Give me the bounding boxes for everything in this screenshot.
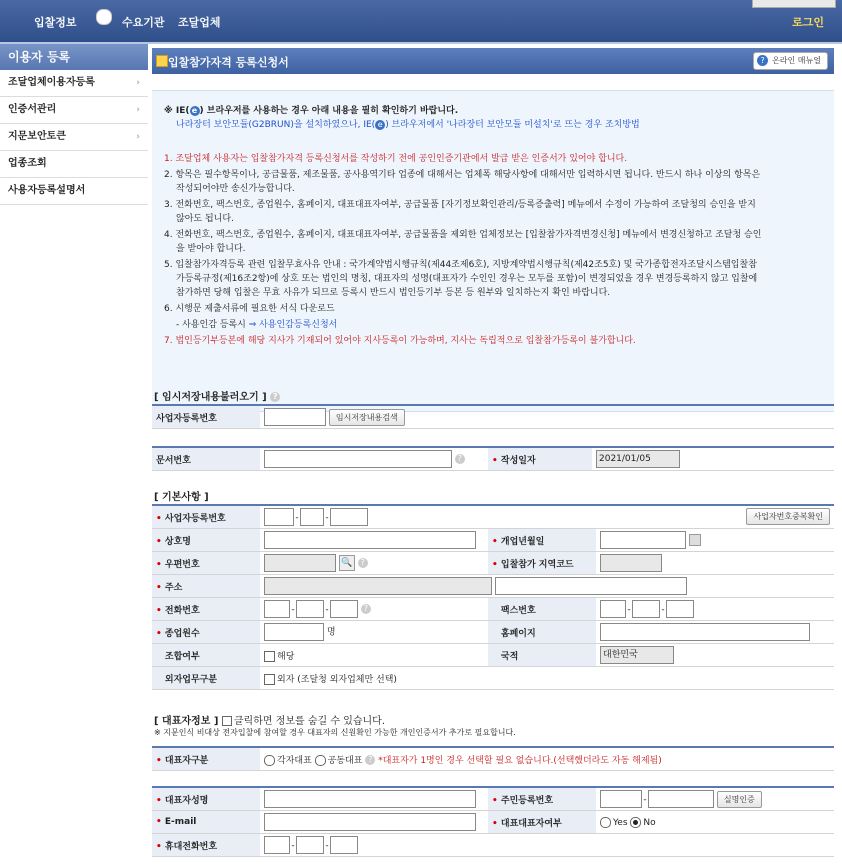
basic-info-table: • 사업자등록번호 - - 사업자번호중복확인 • 상호명 • 개업년월일 • 우편번호 🔍 ? • 입찰참가 지역코드 • 주소 • 전화번호 - - ? 팩스번호 - - • 종업원수 명 홈페이지 조합여부 해당 국적 대한민국 외자업무구분 외자 (조달청 외자업체만 선택) [152, 504, 834, 690]
tel-input-3[interactable] [330, 600, 358, 618]
search-icon[interactable]: 🔍 [339, 555, 355, 571]
employees-label: 종업원수 [164, 628, 200, 639]
employees-unit: 명 [326, 627, 336, 638]
nav-supplier[interactable]: 조달업체 [178, 16, 221, 29]
notice-line-2a: 2. 항목은 필수항목이나, 공급물품, 제조물품, 공사용역기타 업종에 대해서는 업체폭 해당사항에 대해서만 입력하시면 됩니다. 반드시 하나 이상의 항목은 [164, 170, 761, 180]
mobile-label: 휴대전화번호 [164, 841, 218, 852]
main-rep-no-radio[interactable] [630, 817, 641, 828]
temp-search-button[interactable]: 임시저장내용검색 [329, 409, 405, 426]
open-date-input[interactable] [600, 531, 686, 549]
notice-line-2b: 작성되어야만 송신가능합니다. [176, 184, 295, 194]
fax-input-2[interactable] [632, 600, 660, 618]
bizno-input-3[interactable] [330, 508, 368, 526]
resid-input-1[interactable] [600, 790, 642, 808]
employees-input[interactable] [264, 623, 324, 641]
notice-line-6: 6. 시행문 제출서류에 필요한 서식 다운로드 [164, 304, 335, 314]
union-checkbox[interactable] [264, 651, 275, 662]
calendar-icon[interactable] [689, 534, 701, 546]
union-label: 조합여부 [164, 651, 200, 662]
nav-agency[interactable]: 수요기관 [122, 16, 165, 29]
zip-input [264, 554, 336, 572]
company-name-input[interactable] [264, 531, 476, 549]
homepage-input[interactable] [600, 623, 810, 641]
rep-type-label: 대표자구분 [164, 755, 209, 766]
basic-section-title: [ 기본사항 ] [154, 492, 209, 503]
sidebar-item-cert-manage[interactable]: 인증서관리 › [0, 97, 148, 124]
date-label: 작성일자 [500, 455, 536, 466]
rep-info-table: • 대표자성명 • 주민등록번호 - 실명인증 • E-mail • 대표대표자여부 Yes No • 휴대전화번호 - - [152, 786, 834, 857]
tel-input-2[interactable] [296, 600, 324, 618]
tel-label: 전화번호 [164, 605, 200, 616]
mobile-input-3[interactable] [330, 836, 358, 854]
notice-line-6b: - 사용인감 등록시 ⇒ 사용인감등록신청서 [176, 320, 338, 330]
rep-section-title: [ 대표자정보 ] 클릭하면 정보를 숨길 수 있습니다. [154, 716, 386, 727]
notice-line-5c: 참가하면 당해 입찰은 무효 사유가 되므로 등록시 반드시 법인등기부 등본 등 원부와 일치하는지 확인 바랍니다. [176, 288, 611, 298]
seal-form-link[interactable]: ⇒ 사용인감등록신청서 [248, 320, 338, 330]
help-icon[interactable]: ? [270, 392, 280, 402]
help-icon[interactable]: ? [365, 755, 375, 765]
bizno-input-2[interactable] [300, 508, 324, 526]
ie-fix-link[interactable]: 나라장터 보안모듈(G2BRUN)을 설치하였으나, IE( e ) 브라우저에서 '나라장터 보안모듈 미설치'로 뜨는 경우 조치방법 [176, 119, 640, 130]
fax-input-3[interactable] [666, 600, 694, 618]
temp-load-table [152, 404, 834, 429]
help-icon[interactable]: ? [358, 558, 368, 568]
sidebar-title: 이용자 등록 [0, 44, 148, 70]
main-rep-label: 대표대표자여부 [500, 818, 562, 829]
notice-line-3b: 않아도 됩니다. [176, 214, 234, 224]
sidebar-item-fingerprint-token[interactable]: 지문보안토큰 › [0, 124, 148, 151]
doc-info-table: 문서번호 ? • 작성일자 2021/01/05 [152, 446, 834, 471]
homepage-label: 홈페이지 [500, 628, 536, 639]
notice-line-1: 1. 조달업체 사용자는 입찰참가자격 등록신청서를 작성하기 전에 공인인증기관에서 발급 받은 인증서가 있어야 합니다. [164, 154, 628, 164]
temp-bizno-input[interactable] [264, 408, 326, 426]
top-navigation-bar [0, 0, 842, 44]
notice-line-7: 7. 법인등기부등본에 해당 지사가 기재되어 있어야 지사등록이 가능하며, 지사는 독립적으로 입찰참가등록이 불가합니다. [164, 336, 636, 346]
email-label: E-mail [164, 817, 197, 827]
docno-input[interactable] [264, 450, 452, 468]
docno-label: 문서번호 [152, 447, 260, 471]
rep-type-note: *대표자가 1명인 경우 선택할 필요 없습니다.(선택했더라도 자동 해제됨) [378, 755, 662, 766]
company-name-label: 상호명 [164, 536, 191, 547]
pencil-icon [156, 55, 168, 67]
notice-box [152, 90, 834, 412]
login-link[interactable]: 로그인 [792, 16, 824, 29]
fax-label: 팩스번호 [500, 605, 536, 616]
rep-name-label: 대표자성명 [164, 795, 209, 806]
main-rep-yes-radio[interactable] [600, 817, 611, 828]
rep-name-input[interactable] [264, 790, 476, 808]
resid-input-2[interactable] [648, 790, 714, 808]
chevron-right-icon: › [136, 78, 140, 88]
sidebar-item-supplier-register[interactable]: 조달업체이용자등록 › [0, 70, 148, 97]
sidebar [0, 44, 148, 867]
address-input-2[interactable] [495, 577, 687, 595]
address-input-1 [264, 577, 492, 595]
bizno-dup-check-button[interactable]: 사업자번호중복확인 [746, 508, 830, 525]
notice-line-4b: 을 받아야 합니다. [176, 244, 246, 254]
rep-note: ※ 지문인식 비대상 전자입찰에 참여할 경우 대표자의 신원확인 가능한 개인인증서가 추가로 필요합니다. [154, 728, 516, 737]
rep-toggle-text[interactable]: 클릭하면 정보를 숨길 수 있습니다. [233, 716, 386, 727]
rep-type-joint-radio[interactable] [315, 755, 326, 766]
foreign-option: 외자 (조달청 외자업체만 선택) [277, 674, 397, 685]
tel-input-1[interactable] [264, 600, 290, 618]
top-search-box[interactable] [752, 0, 836, 8]
online-manual-button[interactable]: ? 온라인 매뉴얼 [753, 52, 828, 70]
mobile-input-2[interactable] [296, 836, 324, 854]
notice-line-4a: 4. 전화번호, 팩스번호, 종업원수, 홈페이지, 대표대표자여부, 공급물품을 제외한 업체정보는 [입찰참가자격변경신청] 메뉴에서 변경신청하고 조달청 승인 [164, 230, 762, 240]
notice-line-5b: 가등록규정(제16조2항)에 상호 또는 법인의 명칭, 대표자의 성명(대표자가 수인인 경우는 모두를 포함)이 변경되었을 경우 변경등록하지 않고 입찰에 [176, 274, 758, 284]
help-icon[interactable]: ? [455, 454, 465, 464]
ie-icon: e [190, 106, 200, 116]
mobile-input-1[interactable] [264, 836, 290, 854]
ie-icon: e [375, 120, 385, 130]
rep-type-each-radio[interactable] [264, 755, 275, 766]
globe-icon [96, 9, 112, 25]
page-title: 입찰참가자격 등록신청서 [168, 56, 289, 69]
open-date-label: 개업년월일 [500, 536, 545, 547]
nationality-field: 대한민국 [600, 646, 674, 664]
email-input[interactable] [264, 813, 476, 831]
rep-type-table: • 대표자구분 각자대표 공동대표 ? *대표자가 1명인 경우 선택할 필요 없습니다.(선택했더라도 자동 해제됨) [152, 746, 834, 771]
bizno-label: 사업자등록번호 [164, 513, 226, 524]
foreign-label: 외자업무구분 [164, 674, 218, 685]
region-label: 입찰참가 지역코드 [500, 559, 574, 570]
notice-line-5a: 5. 입찰참가자격등록 관련 입찰무효사유 안내 : 국가계약법시행규칙(제44조제6호), 지방계약법시행규칙(제42조5호) 및 국가종합전자조달시스템입찰참 [164, 260, 757, 270]
region-input [600, 554, 662, 572]
temp-section-title: [ 임시저장내용불러오기 ] ? [154, 388, 280, 403]
chevron-right-icon: › [136, 105, 140, 115]
notice-line-3a: 3. 전화번호, 팩스번호, 종업원수, 홈페이지, 대표대표자여부, 공급물품 [자기정보확인관리/등록증출력] 메뉴에서 수정이 가능하여 조달청의 승인을 받지 [164, 200, 756, 210]
help-icon: ? [757, 55, 768, 66]
nav-bid-info[interactable]: 입찰정보 [34, 16, 77, 29]
temp-bizno-label: 사업자등록번호 [152, 405, 260, 429]
date-field: 2021/01/05 [596, 450, 680, 468]
chevron-right-icon: › [136, 132, 140, 142]
resid-label: 주민등록번호 [500, 795, 554, 806]
help-icon[interactable]: ? [361, 604, 371, 614]
nationality-label: 국적 [500, 651, 519, 662]
main-content [152, 48, 842, 867]
page-title-bar [152, 48, 834, 74]
collapse-icon[interactable] [222, 716, 232, 726]
union-option: 해당 [277, 651, 295, 662]
verify-button[interactable]: 실명인증 [717, 791, 762, 808]
fax-input-1[interactable] [600, 600, 626, 618]
zip-label: 우편번호 [164, 559, 200, 570]
foreign-checkbox[interactable] [264, 674, 275, 685]
bizno-input-1[interactable] [264, 508, 294, 526]
address-label: 주소 [164, 582, 183, 593]
sidebar-item-industry-search[interactable]: 업종조회 [0, 151, 148, 178]
sidebar-item-manual[interactable]: 사용자등록설명서 [0, 178, 148, 205]
ie-warning: ※ IE( e ) 브라우저를 사용하는 경우 아래 내용을 필히 확인하기 바랍니다. [164, 105, 459, 116]
